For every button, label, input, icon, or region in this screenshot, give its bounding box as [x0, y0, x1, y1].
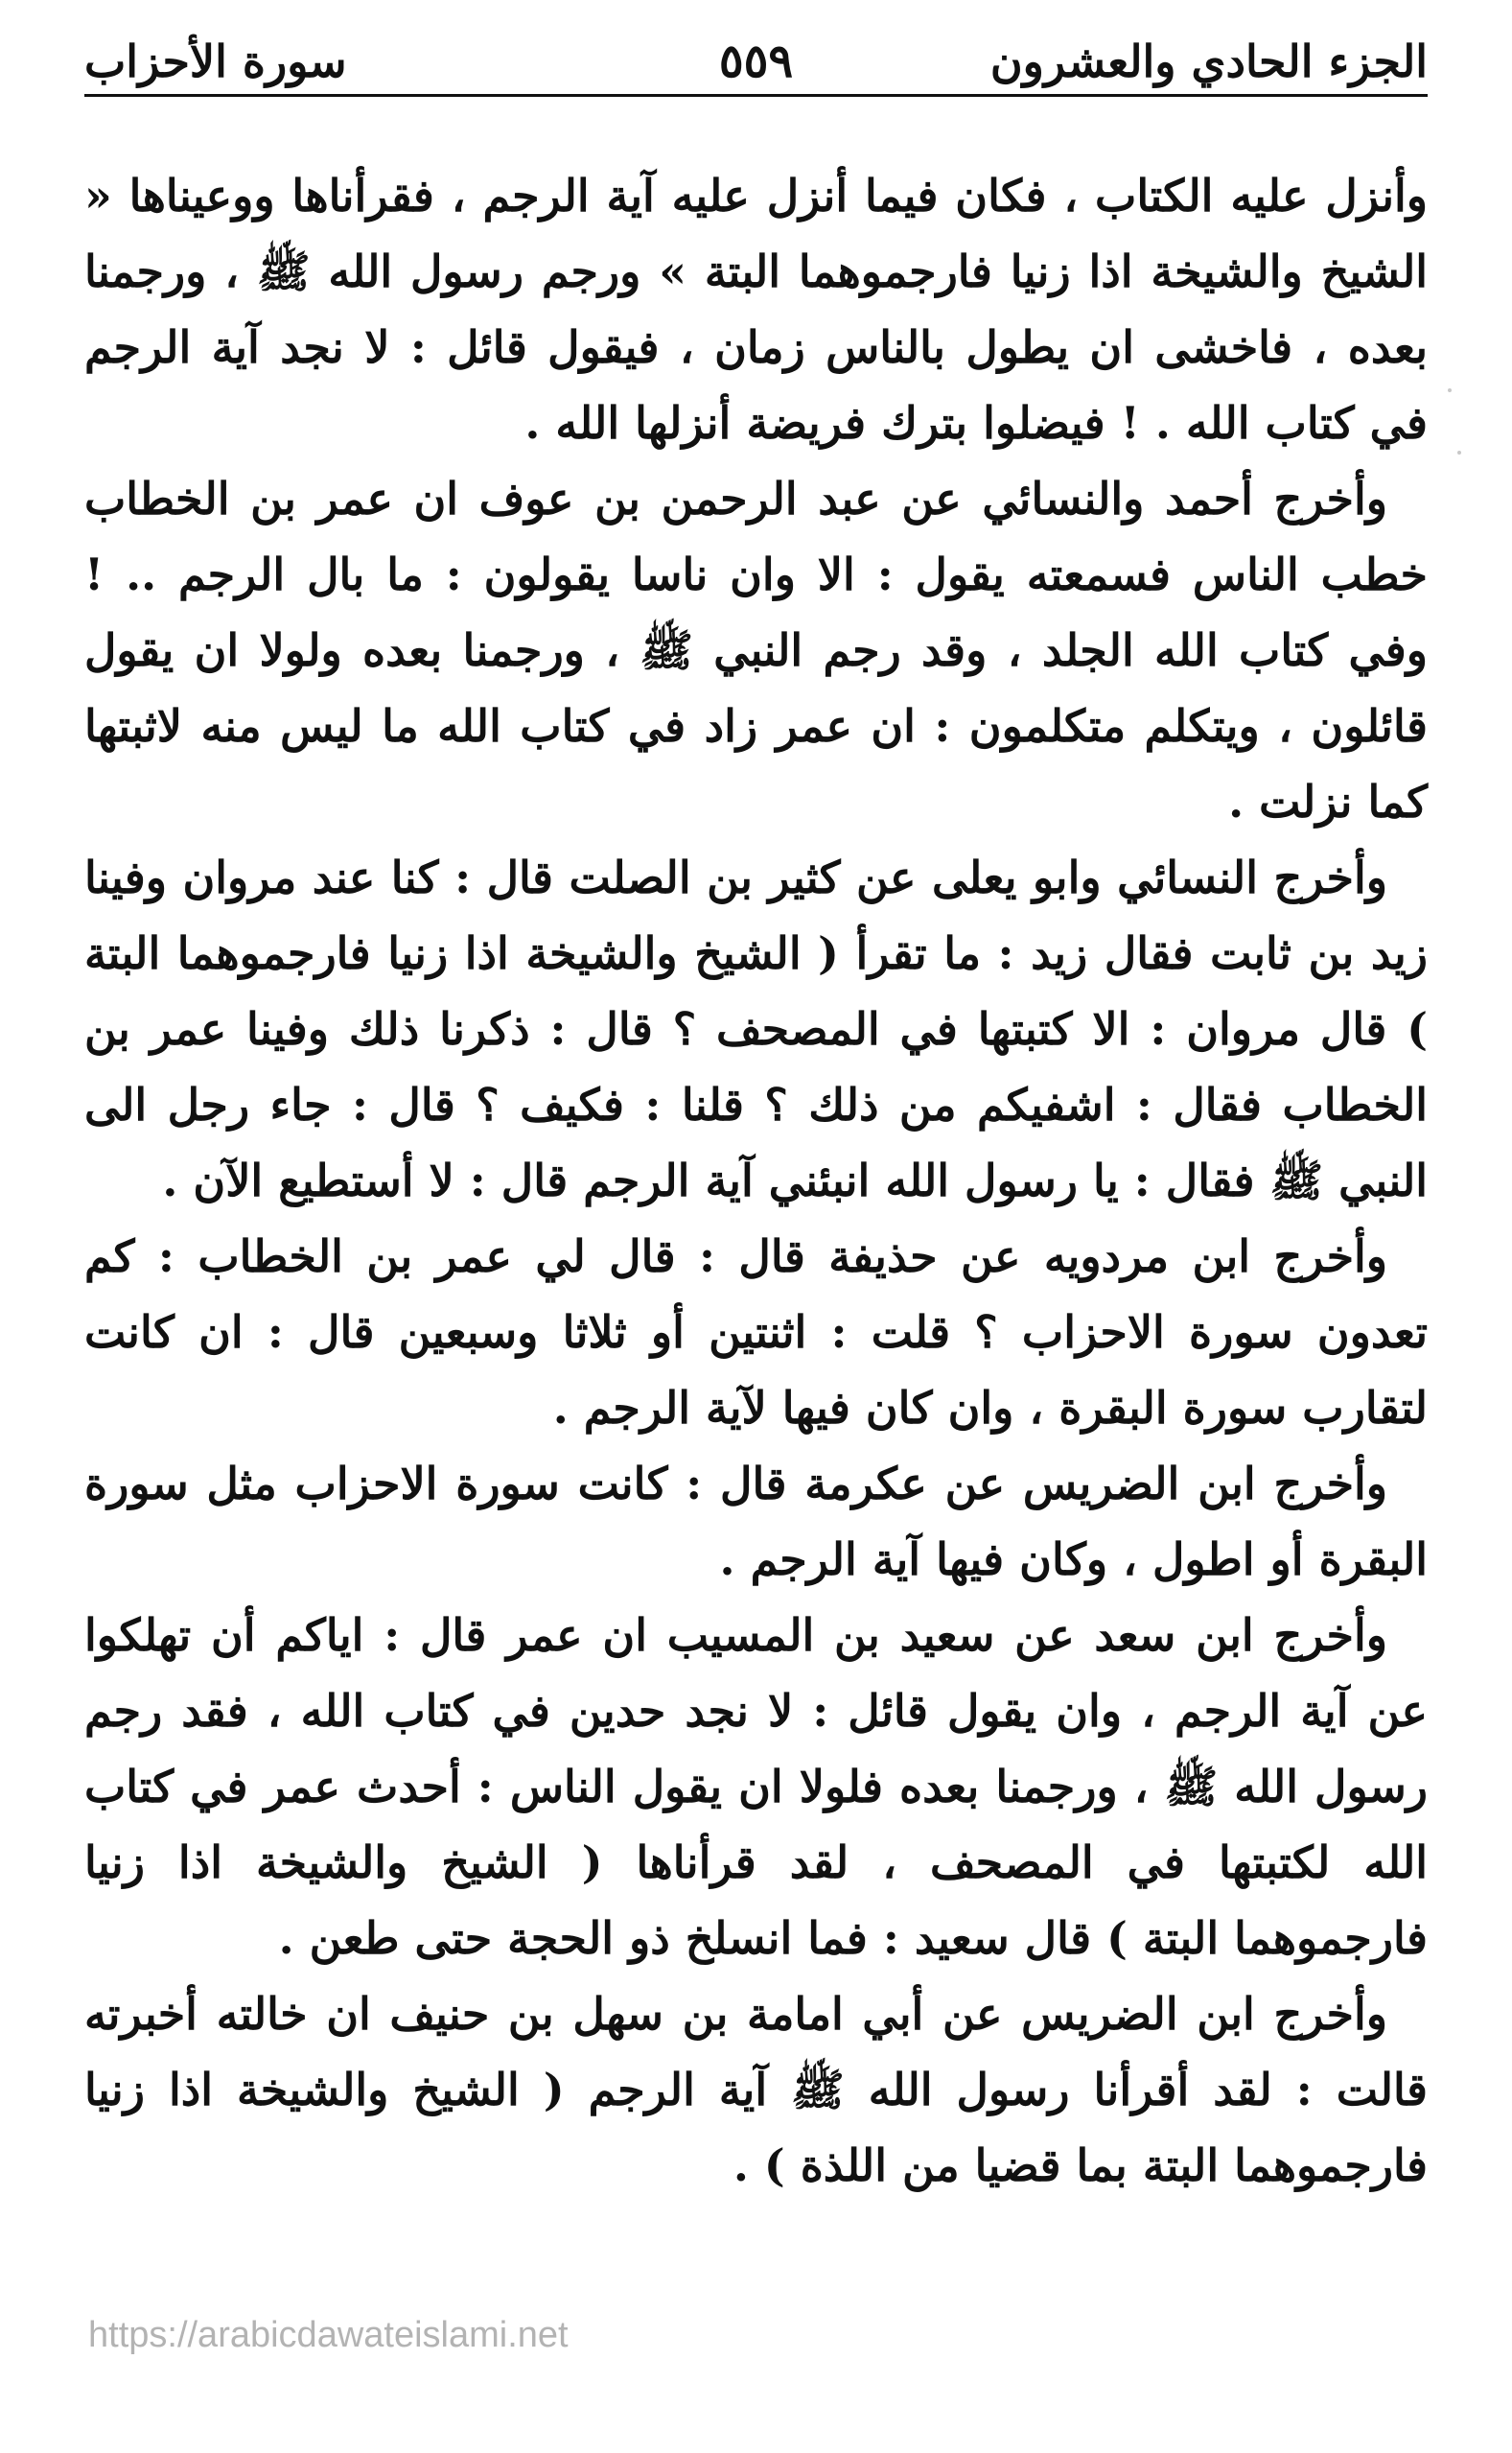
- paragraph-4: وأخرج ابن مردويه عن حذيفة قال : قال لي عمر بن الخطاب : كم تعدون سورة الاحزاب ؟ قلت : اثنتين أو ثلاثا وسبعين قال : ان كانت لتقارب سورة البقرة ، وان كان فيها لآية الرجم .: [84, 1230, 1428, 1434]
- paragraph-7: وأخرج ابن الضريس عن أبي امامة بن سهل بن حنيف ان خالته أخبرته قالت : لقد أقرأنا رسول الله ﷺ آية الرجم ( الشيخ والشيخة اذا زنيا فارجموهما البتة بما قضيا من اللذة ) .: [84, 1988, 1428, 2191]
- scan-speck: [1457, 451, 1461, 455]
- paragraph-5: وأخرج ابن الضريس عن عكرمة قال : كانت سورة الاحزاب مثل سورة البقرة أو اطول ، وكان فيها آية الرجم .: [84, 1458, 1428, 1585]
- watermark-url[interactable]: https://arabicdawateislami.net: [88, 2315, 569, 2355]
- paragraph-3: وأخرج النسائي وابو يعلى عن كثير بن الصلت قال : كنا عند مروان وفينا زيد بن ثابت فقال زيد : ما تقرأ ( الشيخ والشيخة اذا زنيا فارجموهما البتة ) قال مروان : الا كتبتها في المصحف ؟ قال : ذكرنا ذلك وفينا عمر بن الخطاب فقال : اشفيكم من ذلك ؟ قلنا : فكيف ؟ قال : جاء رجل الى النبي ﷺ فقال : يا رسول الله انبئني آية الرجم قال : لا أستطيع الآن .: [84, 852, 1428, 1206]
- body-text: [84, 158, 1428, 2204]
- paragraph-2: وأخرج أحمد والنسائي عن عبد الرحمن بن عوف ان عمر بن الخطاب خطب الناس فسمعته يقول : الا وان ناسا يقولون : ما بال الرجم .. ! وفي كتاب الله الجلد ، وقد رجم النبي ﷺ ، ورجمنا بعده ولولا ان يقول قائلون ، ويتكلم متكلمون : ان عمر زاد في كتاب الله ما ليس منه لاثبتها كما نزلت .: [84, 473, 1428, 828]
- running-head: [84, 27, 1428, 97]
- scan-speck: [1448, 388, 1452, 392]
- surah-title: سورة الأحزاب: [84, 35, 347, 87]
- page-number: ٥٥٩: [718, 35, 794, 88]
- part-title: الجزء الحادي والعشرون: [989, 35, 1428, 87]
- paragraph-1: وأنزل عليه الكتاب ، فكان فيما أنزل عليه آية الرجم ، فقرأناها ووعيناها « الشيخ والشيخة اذا زنيا فارجموهما البتة » ورجم رسول الله ﷺ ، ورجمنا بعده ، فاخشى ان يطول بالناس زمان ، فيقول قائل : لا نجد آية الرجم في كتاب الله . ! فيضلوا بترك فريضة أنزلها الله .: [84, 170, 1428, 449]
- paragraph-6: وأخرج ابن سعد عن سعيد بن المسيب ان عمر قال : اياكم أن تهلكوا عن آية الرجم ، وان يقول قائل : لا نجد حدين في كتاب الله ، فقد رجم رسول الله ﷺ ، ورجمنا بعده فلولا ان يقول الناس : أحدث عمر في كتاب الله لكتبتها في المصحف ، لقد قرأناها ( الشيخ والشيخة اذا زنيا فارجموهما البتة ) قال سعيد : فما انسلخ ذو الحجة حتى طعن .: [84, 1609, 1428, 1964]
